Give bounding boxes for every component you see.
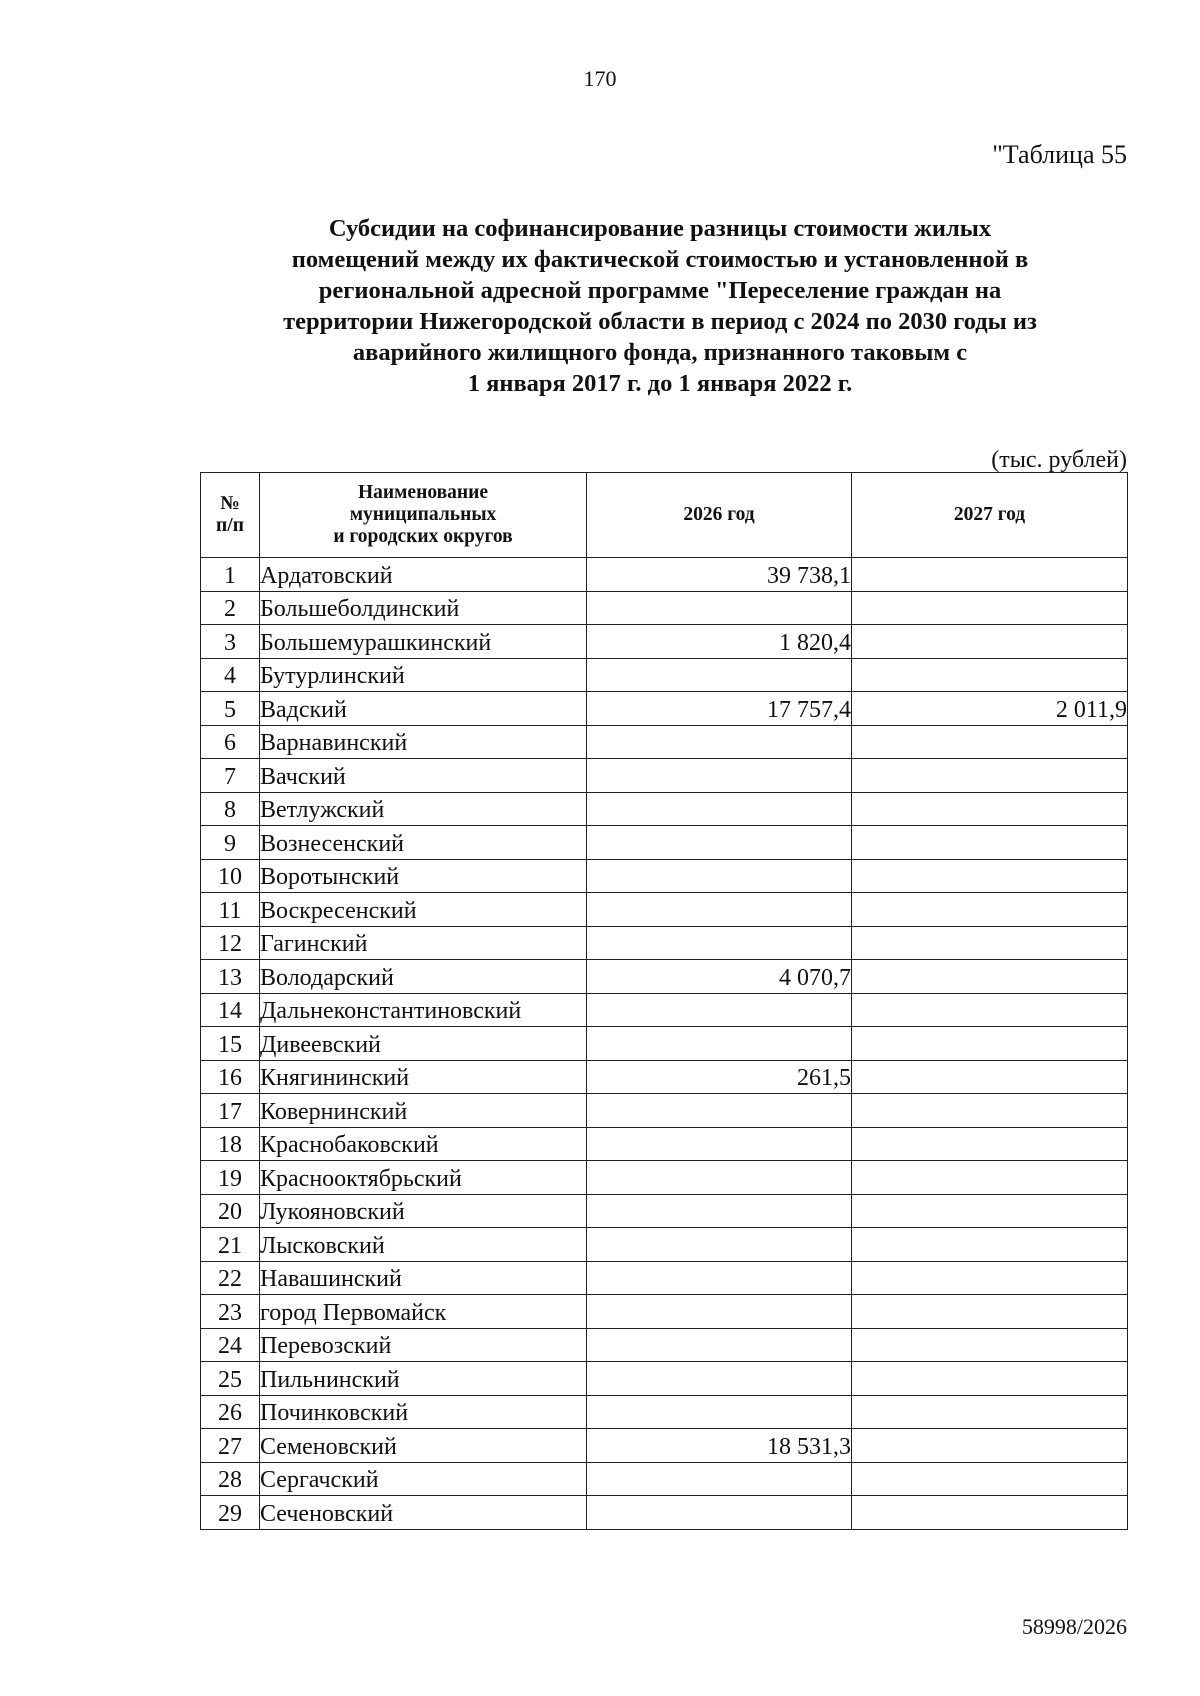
- table-row: [201, 960, 1128, 994]
- row-number-cell: 29: [201, 1496, 260, 1530]
- row-municipality-cell: Сергачский: [260, 1462, 587, 1496]
- row-value-2027-cell: [852, 1261, 1128, 1295]
- row-value-2027-cell: [852, 1127, 1128, 1161]
- row-value-2027-cell: [852, 960, 1128, 994]
- row-value-2027-cell: [852, 926, 1128, 960]
- row-municipality-cell: Княгининский: [260, 1060, 587, 1094]
- table-row: [201, 1462, 1128, 1496]
- row-municipality-cell: Дивеевский: [260, 1027, 587, 1061]
- title-line: помещений между их фактической стоимостью и установленной в: [291, 246, 1029, 273]
- row-number-cell: 9: [201, 826, 260, 860]
- row-value-2027-cell: [852, 1194, 1128, 1228]
- row-value-2027-cell: [852, 759, 1128, 793]
- row-value-2026-cell: [587, 926, 852, 960]
- table-row: [201, 1261, 1128, 1295]
- row-value-2026-cell: [587, 591, 852, 625]
- title-line: Субсидии на софинансирование разницы стоимости жилых: [328, 215, 992, 242]
- header-number-line: №: [220, 493, 240, 514]
- row-value-2027-cell: [852, 1429, 1128, 1463]
- table-row: [201, 1027, 1128, 1061]
- row-number-cell: 16: [201, 1060, 260, 1094]
- row-number-cell: 27: [201, 1429, 260, 1463]
- row-value-2027-cell: [852, 792, 1128, 826]
- table-body: [201, 558, 1128, 1530]
- table-row: [201, 692, 1128, 726]
- row-municipality-cell: Бутурлинский: [260, 658, 587, 692]
- row-value-2027-cell: [852, 1395, 1128, 1429]
- title-line: 1 января 2017 г. до 1 января 2022 г.: [467, 370, 853, 397]
- row-value-2027-cell: [852, 1295, 1128, 1329]
- document-title: [190, 213, 1130, 399]
- table-row: [201, 1161, 1128, 1195]
- header-municipality: [260, 473, 587, 558]
- row-municipality-cell: Краснобаковский: [260, 1127, 587, 1161]
- row-value-2026-cell: [587, 1027, 852, 1061]
- header-municipality-line: Наименование: [358, 482, 488, 503]
- row-value-2027-cell: [852, 993, 1128, 1027]
- row-value-2026-cell: [587, 1295, 852, 1329]
- row-number-cell: 2: [201, 591, 260, 625]
- row-value-2026-cell: 1 820,4: [587, 625, 852, 659]
- header-municipality-line: и городских округов: [333, 526, 513, 547]
- table-row: [201, 591, 1128, 625]
- row-number-cell: 6: [201, 725, 260, 759]
- table-row: [201, 658, 1128, 692]
- row-value-2026-cell: [587, 1161, 852, 1195]
- row-value-2027-cell: [852, 1496, 1128, 1530]
- row-value-2026-cell: 17 757,4: [587, 692, 852, 726]
- row-number-cell: 23: [201, 1295, 260, 1329]
- row-number-cell: 17: [201, 1094, 260, 1128]
- table-caption: "Таблица 55: [992, 140, 1127, 169]
- row-value-2027-cell: [852, 591, 1128, 625]
- document-code: 58998/2026: [1021, 1614, 1127, 1639]
- row-value-2026-cell: [587, 826, 852, 860]
- row-municipality-cell: Семеновский: [260, 1429, 587, 1463]
- table-row: [201, 1228, 1128, 1262]
- row-municipality-cell: Большеболдинский: [260, 591, 587, 625]
- row-value-2026-cell: [587, 1362, 852, 1396]
- row-value-2026-cell: [587, 1094, 852, 1128]
- row-value-2027-cell: [852, 725, 1128, 759]
- row-value-2026-cell: [587, 1395, 852, 1429]
- row-municipality-cell: Варнавинский: [260, 725, 587, 759]
- row-value-2026-cell: [587, 725, 852, 759]
- table-row: [201, 926, 1128, 960]
- row-number-cell: 14: [201, 993, 260, 1027]
- row-number-cell: 12: [201, 926, 260, 960]
- row-number-cell: 19: [201, 1161, 260, 1195]
- table-row: [201, 993, 1128, 1027]
- row-number-cell: 7: [201, 759, 260, 793]
- row-number-cell: 5: [201, 692, 260, 726]
- row-municipality-cell: Вачский: [260, 759, 587, 793]
- row-municipality-cell: Лукояновский: [260, 1194, 587, 1228]
- row-municipality-cell: Дальнеконстантиновский: [260, 993, 587, 1027]
- table-row: [201, 826, 1128, 860]
- table-row: [201, 1429, 1128, 1463]
- row-municipality-cell: Гагинский: [260, 926, 587, 960]
- row-municipality-cell: Навашинский: [260, 1261, 587, 1295]
- title-line: аварийного жилищного фонда, признанного таковым с: [352, 339, 968, 366]
- table-row: [201, 625, 1128, 659]
- row-municipality-cell: Лысковский: [260, 1228, 587, 1262]
- row-value-2027-cell: [852, 1027, 1128, 1061]
- row-value-2027-cell: [852, 1328, 1128, 1362]
- table-row: [201, 859, 1128, 893]
- row-value-2027-cell: [852, 1060, 1128, 1094]
- row-value-2027-cell: [852, 1094, 1128, 1128]
- row-municipality-cell: Воскресенский: [260, 893, 587, 927]
- table-row: [201, 1127, 1128, 1161]
- row-municipality-cell: Краснооктябрьский: [260, 1161, 587, 1195]
- header-number-line: п/п: [216, 515, 244, 536]
- row-number-cell: 28: [201, 1462, 260, 1496]
- row-number-cell: 20: [201, 1194, 260, 1228]
- row-value-2026-cell: 18 531,3: [587, 1429, 852, 1463]
- row-value-2027-cell: [852, 826, 1128, 860]
- title-line: региональной адресной программе "Переселение граждан на: [318, 277, 1002, 304]
- row-number-cell: 8: [201, 792, 260, 826]
- table-row: [201, 893, 1128, 927]
- row-value-2026-cell: [587, 893, 852, 927]
- units-label: (тыс. рублей): [991, 447, 1127, 473]
- row-value-2026-cell: [587, 1228, 852, 1262]
- row-municipality-cell: город Первомайск: [260, 1295, 587, 1329]
- row-municipality-cell: Перевозский: [260, 1328, 587, 1362]
- row-value-2027-cell: [852, 558, 1128, 592]
- row-value-2027-cell: [852, 658, 1128, 692]
- row-number-cell: 18: [201, 1127, 260, 1161]
- row-value-2026-cell: [587, 1462, 852, 1496]
- header-municipality-line: муниципальных: [349, 504, 497, 525]
- row-number-cell: 3: [201, 625, 260, 659]
- row-municipality-cell: Вадский: [260, 692, 587, 726]
- table-row: [201, 759, 1128, 793]
- table-row: [201, 1496, 1128, 1530]
- row-municipality-cell: Сеченовский: [260, 1496, 587, 1530]
- row-value-2027-cell: [852, 1228, 1128, 1262]
- row-value-2026-cell: [587, 792, 852, 826]
- row-number-cell: 24: [201, 1328, 260, 1362]
- row-municipality-cell: Ветлужский: [260, 792, 587, 826]
- title-line: территории Нижегородской области в период с 2024 по 2030 годы из: [283, 308, 1037, 335]
- row-municipality-cell: Вознесенский: [260, 826, 587, 860]
- row-value-2027-cell: [852, 1362, 1128, 1396]
- page-number: 170: [583, 66, 617, 91]
- table-row: [201, 725, 1128, 759]
- row-municipality-cell: Пильнинский: [260, 1362, 587, 1396]
- row-municipality-cell: Ардатовский: [260, 558, 587, 592]
- table-row: [201, 558, 1128, 592]
- row-municipality-cell: Большемурашкинский: [260, 625, 587, 659]
- row-value-2026-cell: [587, 1328, 852, 1362]
- table-row: [201, 792, 1128, 826]
- row-value-2026-cell: [587, 1127, 852, 1161]
- row-number-cell: 26: [201, 1395, 260, 1429]
- row-municipality-cell: Володарский: [260, 960, 587, 994]
- row-value-2026-cell: 39 738,1: [587, 558, 852, 592]
- header-year-2027: 2027 год: [852, 473, 1128, 558]
- row-value-2027-cell: [852, 1462, 1128, 1496]
- row-number-cell: 21: [201, 1228, 260, 1262]
- table-header-row: [201, 473, 1128, 558]
- row-value-2027-cell: [852, 625, 1128, 659]
- row-number-cell: 10: [201, 859, 260, 893]
- row-value-2026-cell: [587, 1261, 852, 1295]
- row-number-cell: 4: [201, 658, 260, 692]
- row-value-2027-cell: [852, 1161, 1128, 1195]
- row-number-cell: 1: [201, 558, 260, 592]
- row-number-cell: 22: [201, 1261, 260, 1295]
- table-row: [201, 1362, 1128, 1396]
- row-municipality-cell: Починковский: [260, 1395, 587, 1429]
- table-row: [201, 1328, 1128, 1362]
- row-value-2026-cell: 261,5: [587, 1060, 852, 1094]
- header-number: [201, 473, 260, 558]
- table-row: [201, 1194, 1128, 1228]
- row-municipality-cell: Ковернинский: [260, 1094, 587, 1128]
- row-value-2026-cell: [587, 658, 852, 692]
- header-year-2026: 2026 год: [587, 473, 852, 558]
- row-number-cell: 15: [201, 1027, 260, 1061]
- row-value-2027-cell: [852, 893, 1128, 927]
- row-municipality-cell: Воротынский: [260, 859, 587, 893]
- subsidy-table: [200, 472, 1128, 1530]
- table-row: [201, 1295, 1128, 1329]
- table-row: [201, 1094, 1128, 1128]
- row-value-2026-cell: [587, 859, 852, 893]
- row-number-cell: 11: [201, 893, 260, 927]
- table-row: [201, 1060, 1128, 1094]
- row-value-2026-cell: [587, 759, 852, 793]
- row-value-2026-cell: [587, 1194, 852, 1228]
- row-value-2027-cell: 2 011,9: [852, 692, 1128, 726]
- row-value-2027-cell: [852, 859, 1128, 893]
- row-value-2026-cell: [587, 1496, 852, 1530]
- row-number-cell: 25: [201, 1362, 260, 1396]
- row-value-2026-cell: [587, 993, 852, 1027]
- row-value-2026-cell: 4 070,7: [587, 960, 852, 994]
- table-row: [201, 1395, 1128, 1429]
- row-number-cell: 13: [201, 960, 260, 994]
